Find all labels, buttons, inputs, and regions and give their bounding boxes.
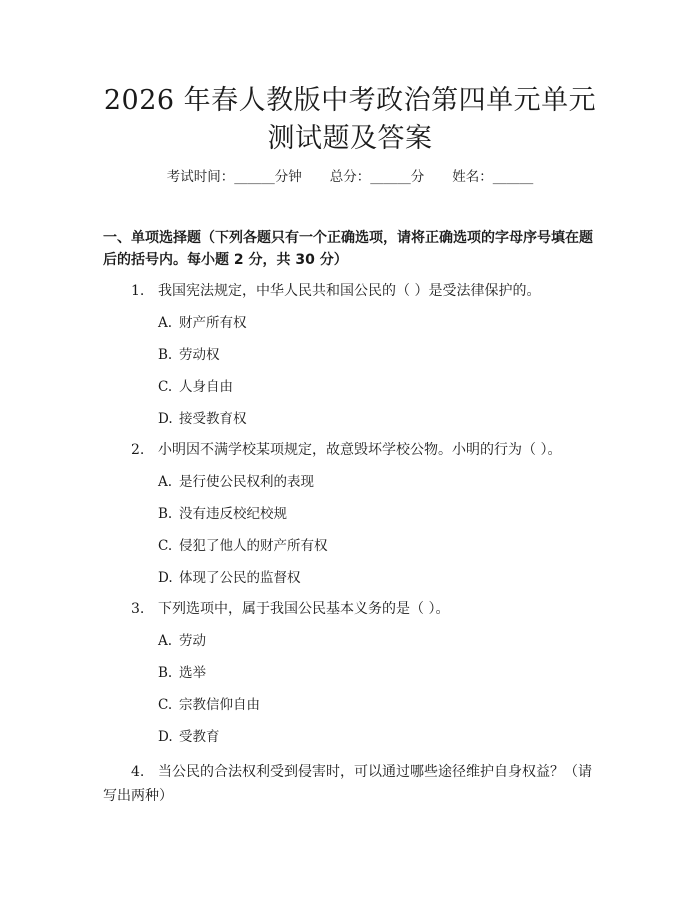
- option-2a: [158, 472, 314, 492]
- exam-time: 考试时间：______分钟: [166, 169, 302, 185]
- question-1: [131, 281, 540, 301]
- option-text: 劳动权: [179, 347, 220, 363]
- option-text: 受教育: [179, 729, 220, 745]
- option-letter: B.: [158, 347, 173, 363]
- section-heading: 一、单项选择题（下列各题只有一个正确选项，请将正确选项的字母序号填在题后的括号内。每小题 2 分，共 30 分）: [103, 230, 593, 268]
- option-text: 选举: [179, 665, 206, 681]
- question-number: 3.: [131, 601, 145, 617]
- option-letter: C.: [158, 538, 173, 554]
- question-number: 4.: [131, 764, 145, 780]
- question-2: [131, 440, 561, 460]
- option-letter: D.: [158, 411, 173, 427]
- option-text: 人身自由: [179, 379, 233, 395]
- option-letter: C.: [158, 697, 173, 713]
- option-letter: B.: [158, 665, 173, 681]
- option-2b: [158, 504, 287, 524]
- option-text: 体现了公民的监督权: [179, 570, 301, 586]
- document-title: 2026 年春人教版中考政治第四单元单元测试题及答案: [103, 85, 597, 154]
- option-letter: A.: [158, 315, 173, 331]
- question-4: [103, 760, 603, 808]
- option-text: 是行使公民权利的表现: [179, 474, 314, 490]
- option-text: 没有违反校纪校规: [179, 506, 287, 522]
- question-3: [131, 599, 449, 619]
- option-1c: [158, 377, 233, 397]
- option-2d: [158, 568, 301, 588]
- option-text: 接受教育权: [179, 411, 247, 427]
- question-text: 下列选项中，属于我国公民基本义务的是（ ）。: [158, 601, 450, 617]
- question-text: 当公民的合法权利受到侵害时，可以通过哪些途径维护自身权益？（请写出两种）: [103, 764, 592, 804]
- question-number: 1.: [131, 283, 145, 299]
- option-1d: [158, 409, 247, 429]
- option-letter: D.: [158, 570, 173, 586]
- question-text: 小明因不满学校某项规定，故意毁坏学校公物。小明的行为（ ）。: [158, 442, 562, 458]
- option-3b: [158, 663, 206, 683]
- option-letter: C.: [158, 379, 173, 395]
- option-3d: [158, 727, 220, 747]
- option-text: 劳动: [179, 633, 206, 649]
- option-2c: [158, 536, 328, 556]
- option-text: 侵犯了他人的财产所有权: [179, 538, 328, 554]
- option-text: 宗教信仰自由: [179, 697, 260, 713]
- option-letter: A.: [158, 474, 173, 490]
- option-letter: B.: [158, 506, 173, 522]
- option-3a: [158, 631, 206, 651]
- question-number: 2.: [131, 442, 145, 458]
- option-text: 财产所有权: [179, 315, 247, 331]
- student-name: 姓名：______: [452, 169, 534, 185]
- option-1a: [158, 313, 247, 333]
- option-1b: [158, 345, 220, 365]
- option-3c: [158, 695, 260, 715]
- question-text: 我国宪法规定，中华人民共和国公民的（ ）是受法律保护的。: [158, 283, 541, 299]
- option-letter: A.: [158, 633, 173, 649]
- exam-info: [0, 167, 700, 187]
- exam-score: 总分：______分: [329, 169, 425, 185]
- option-letter: D.: [158, 729, 173, 745]
